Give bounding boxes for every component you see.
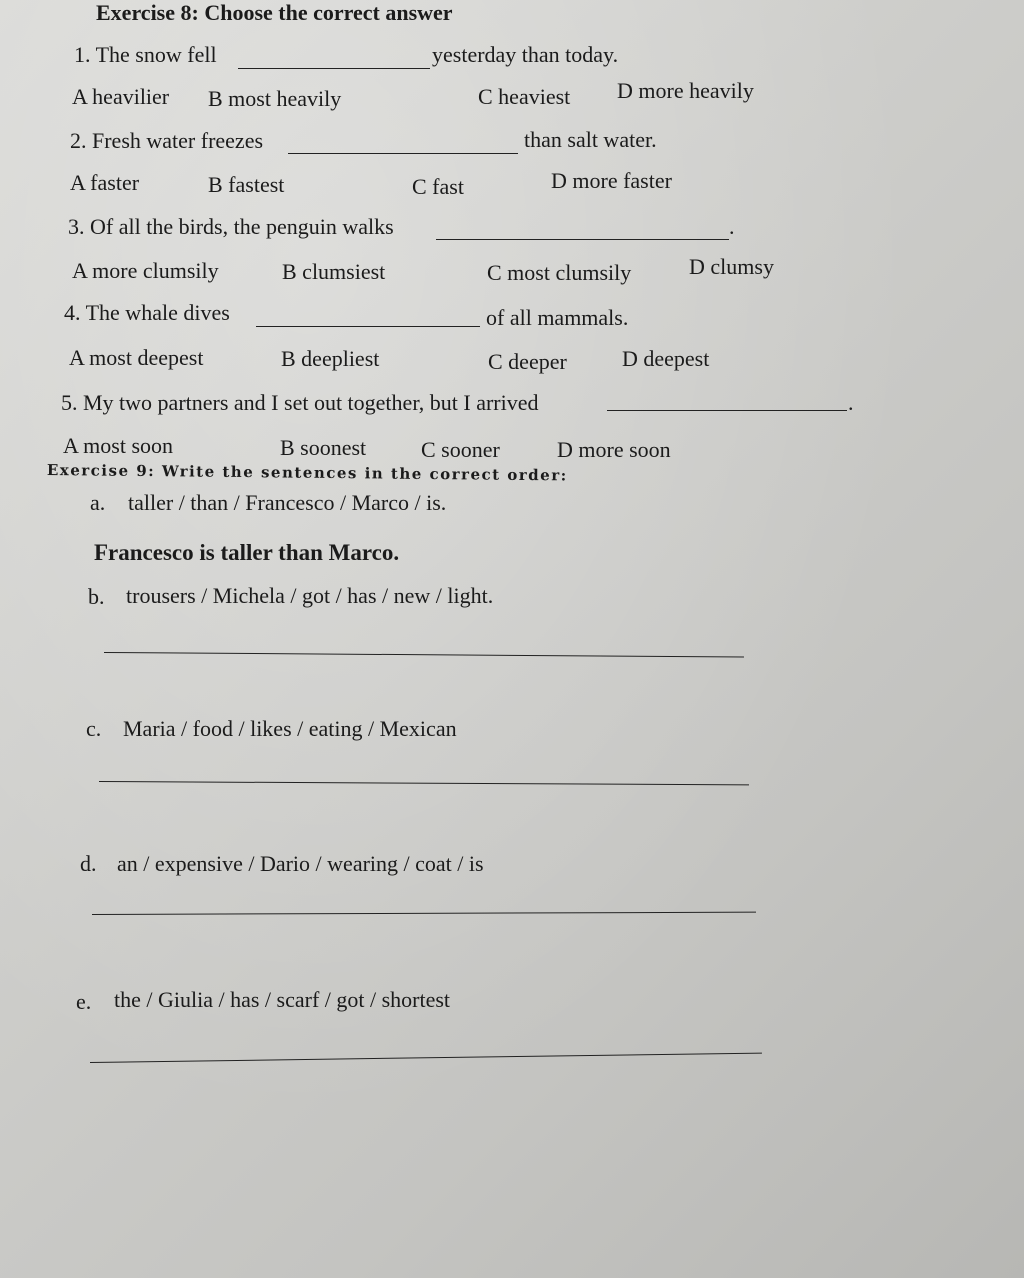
q5-option-a: A most soon bbox=[63, 433, 174, 458]
q4-stem: 4. The whale dives bbox=[64, 300, 230, 325]
q1-option-b: B most heavily bbox=[208, 86, 342, 111]
item-b-letter: b. bbox=[88, 584, 105, 609]
q5-option-b: B soonest bbox=[280, 435, 367, 460]
q5-stem-end: . bbox=[848, 390, 854, 415]
q2-option-c: C fast bbox=[412, 174, 464, 199]
exercise-9-title: Exercise 9: Write the sentences in the correct order: bbox=[46, 461, 568, 485]
item-c-letter: c. bbox=[86, 716, 102, 741]
q5-option-c: C sooner bbox=[421, 437, 500, 462]
item-a-letter: a. bbox=[90, 490, 106, 515]
q2-stem-end: than salt water. bbox=[524, 127, 657, 152]
item-e-words: the / Giulia / has / scarf / got / shortest bbox=[114, 987, 451, 1012]
q2-blank bbox=[288, 153, 518, 154]
q4-option-c: C deeper bbox=[488, 349, 567, 374]
q2-option-a: A faster bbox=[70, 170, 140, 195]
item-d-letter: d. bbox=[80, 851, 97, 876]
q1-stem: 1. The snow fell bbox=[74, 42, 217, 67]
q2-option-b: B fastest bbox=[208, 172, 285, 197]
q5-blank bbox=[607, 410, 847, 411]
q5-option-d: D more soon bbox=[557, 437, 671, 462]
q3-option-c: C most clumsily bbox=[487, 260, 632, 285]
exercise-8-title: Exercise 8: Choose the correct answer bbox=[96, 0, 453, 25]
q3-blank bbox=[436, 239, 729, 240]
item-a-answer: Francesco is taller than Marco. bbox=[94, 540, 400, 565]
q4-option-d: D deepest bbox=[622, 346, 710, 371]
q3-option-d: D clumsy bbox=[689, 254, 774, 279]
q5-stem: 5. My two partners and I set out together, but I arrived bbox=[61, 390, 539, 415]
item-b-words: trousers / Michela / got / has / new / light. bbox=[126, 583, 494, 608]
item-d-words: an / expensive / Dario / wearing / coat / is bbox=[117, 851, 484, 876]
q4-option-a: A most deepest bbox=[69, 345, 204, 370]
q4-stem-end: of all mammals. bbox=[486, 305, 629, 330]
item-a-words: taller / than / Francesco / Marco / is. bbox=[128, 490, 447, 515]
q1-option-d: D more heavily bbox=[617, 78, 754, 103]
item-c-words: Maria / food / likes / eating / Mexican bbox=[123, 716, 457, 741]
item-b-answer-line bbox=[104, 652, 744, 657]
q4-blank bbox=[256, 326, 480, 327]
q3-option-a: A more clumsily bbox=[72, 258, 219, 283]
q2-option-d: D more faster bbox=[551, 168, 672, 193]
item-c-answer-line bbox=[99, 781, 749, 785]
item-d-answer-line bbox=[92, 912, 756, 915]
item-e-letter: e. bbox=[76, 989, 92, 1014]
q3-stem-end: . bbox=[729, 214, 735, 239]
q2-stem: 2. Fresh water freezes bbox=[70, 128, 264, 153]
q1-stem-end: yesterday than today. bbox=[432, 42, 619, 67]
q1-blank bbox=[238, 68, 430, 69]
q4-option-b: B deepliest bbox=[281, 346, 380, 371]
q3-option-b: B clumsiest bbox=[282, 259, 386, 284]
item-e-answer-line bbox=[90, 1053, 762, 1063]
q1-option-c: C heaviest bbox=[478, 84, 571, 109]
q1-option-a: A heavilier bbox=[72, 84, 170, 109]
q3-stem: 3. Of all the birds, the penguin walks bbox=[68, 214, 394, 239]
